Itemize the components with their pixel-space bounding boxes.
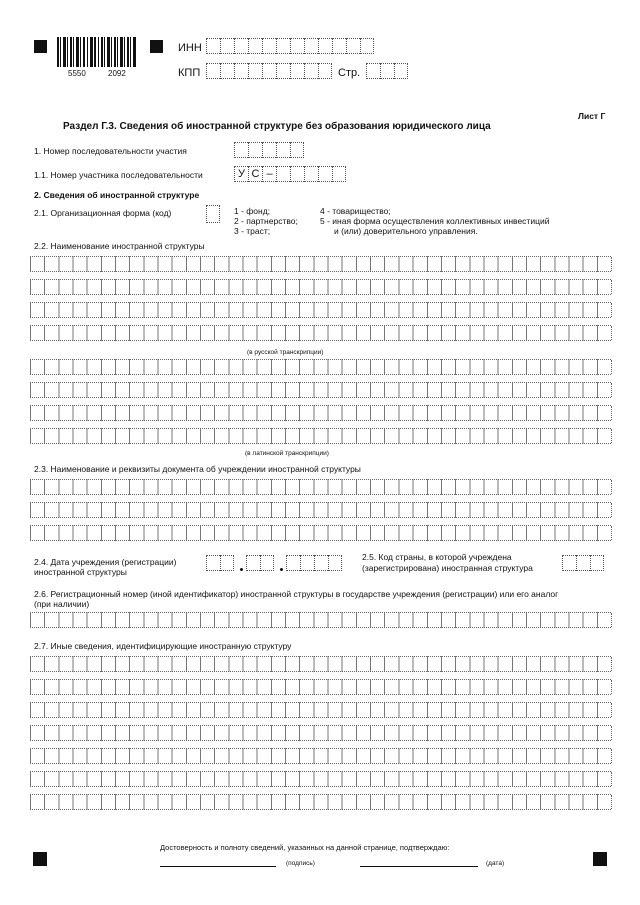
field-1-1-cells[interactable] <box>234 166 346 182</box>
field-1-1-dash: – <box>262 166 276 182</box>
date-separator-2 <box>280 568 283 571</box>
date-line[interactable] <box>360 866 478 867</box>
field-2-3-row-3[interactable] <box>30 525 611 541</box>
field-2-3-row-1[interactable] <box>30 479 611 495</box>
field-2-2-ru-caption: (в русской транскрипции) <box>247 349 324 356</box>
field-2-7-row-1[interactable] <box>30 656 611 672</box>
field-2-2-lat-row-1[interactable] <box>30 359 611 375</box>
field-1-label: 1. Номер последовательности участия <box>34 146 187 156</box>
field-2-6-label-line-1: 2.6. Регистрационный номер (иной идентификатор) иностранной структуры в государстве учреждения (регистрации) или его аналог <box>34 589 559 599</box>
field-2-4-label-line-1: 2.4. Дата учреждения (регистрации) <box>34 557 177 567</box>
barcode-number-left: 5550 <box>68 69 86 78</box>
field-2-7-label: 2.7. Иные сведения, идентифицирующие иностранную структуру <box>34 641 292 651</box>
sheet-label: Лист Г <box>578 111 606 121</box>
corner-marker-top-right <box>150 40 163 53</box>
field-2-7-row-3[interactable] <box>30 702 611 718</box>
field-2-2-ru-row-1[interactable] <box>30 256 611 272</box>
field-2-7-row-6[interactable] <box>30 771 611 787</box>
inn-cells[interactable] <box>206 38 374 54</box>
field-2-4-day-cells[interactable] <box>206 555 234 571</box>
kpp-label: КПП <box>178 67 201 79</box>
field-2-3-row-2[interactable] <box>30 502 611 518</box>
field-2-7-row-5[interactable] <box>30 748 611 764</box>
field-2-5-cells[interactable] <box>562 555 604 571</box>
date-separator-1 <box>240 568 243 571</box>
kpp-cells[interactable] <box>206 63 332 79</box>
field-2-2-ru-row-3[interactable] <box>30 302 611 318</box>
page-label: Стр. <box>338 67 361 79</box>
corner-marker-bottom-left <box>33 852 47 866</box>
inn-label: ИНН <box>178 42 202 54</box>
field-2-7-row-7[interactable] <box>30 794 611 810</box>
field-2-1-option-5b: и (или) доверительного управления. <box>334 226 478 236</box>
field-2-2-ru-row-4[interactable] <box>30 325 611 341</box>
field-2-2-lat-row-2[interactable] <box>30 382 611 398</box>
section-2-label: 2. Сведения об иностранной структуре <box>34 190 200 200</box>
confirmation-text: Достоверность и полноту сведений, указанных на данной странице, подтверждаю: <box>160 843 450 852</box>
field-1-cells[interactable] <box>234 142 304 158</box>
corner-marker-bottom-right <box>593 852 607 866</box>
field-2-6-label-line-2: (при наличии) <box>34 599 90 609</box>
field-2-1-option-1: 1 - фонд; <box>234 206 271 216</box>
field-2-3-label: 2.3. Наименование и реквизиты документа об учреждении иностранной структуры <box>34 464 361 474</box>
signature-caption: (подпись) <box>286 860 315 867</box>
barcode <box>57 37 137 67</box>
field-2-2-lat-row-3[interactable] <box>30 405 611 421</box>
field-2-7-row-4[interactable] <box>30 725 611 741</box>
field-2-2-ru-row-2[interactable] <box>30 279 611 295</box>
page-cells[interactable] <box>366 63 408 79</box>
field-2-5-label-line-2: (зарегистрирована) иностранная структура <box>362 563 533 573</box>
signature-line[interactable] <box>160 866 276 867</box>
field-2-1-label: 2.1. Организационная форма (код) <box>34 208 172 218</box>
field-2-1-cell[interactable] <box>206 205 220 223</box>
field-2-2-lat-caption: (в латинской транскрипции) <box>245 450 329 457</box>
field-2-1-option-5a: 5 - иная форма осуществления коллективных инвестиций <box>320 216 550 226</box>
field-1-1-prefix-s: С <box>248 166 262 182</box>
barcode-number-right: 2092 <box>108 69 126 78</box>
field-2-4-month-cells[interactable] <box>246 555 274 571</box>
field-2-6-row-1[interactable] <box>30 612 611 628</box>
field-2-4-year-cells[interactable] <box>286 555 342 571</box>
field-1-1-label: 1.1. Номер участника последовательности <box>34 170 203 180</box>
field-2-7-row-2[interactable] <box>30 679 611 695</box>
field-2-2-label: 2.2. Наименование иностранной структуры <box>34 241 205 251</box>
field-2-1-option-2: 2 - партнерство; <box>234 216 298 226</box>
field-2-5-label-line-1: 2.5. Код страны, в которой учреждена <box>362 552 512 562</box>
corner-marker-top-left <box>34 40 47 53</box>
field-1-1-prefix-u: У <box>234 166 248 182</box>
field-2-2-lat-row-4[interactable] <box>30 428 611 444</box>
field-2-1-option-4: 4 - товарищество; <box>320 206 391 216</box>
field-2-4-label-line-2: иностранной структуры <box>34 567 127 577</box>
field-2-1-option-3: 3 - траст; <box>234 226 271 236</box>
date-caption: (дата) <box>486 860 505 867</box>
page-title: Раздел Г.3. Сведения об иностранной структуре без образования юридического лица <box>63 121 491 132</box>
